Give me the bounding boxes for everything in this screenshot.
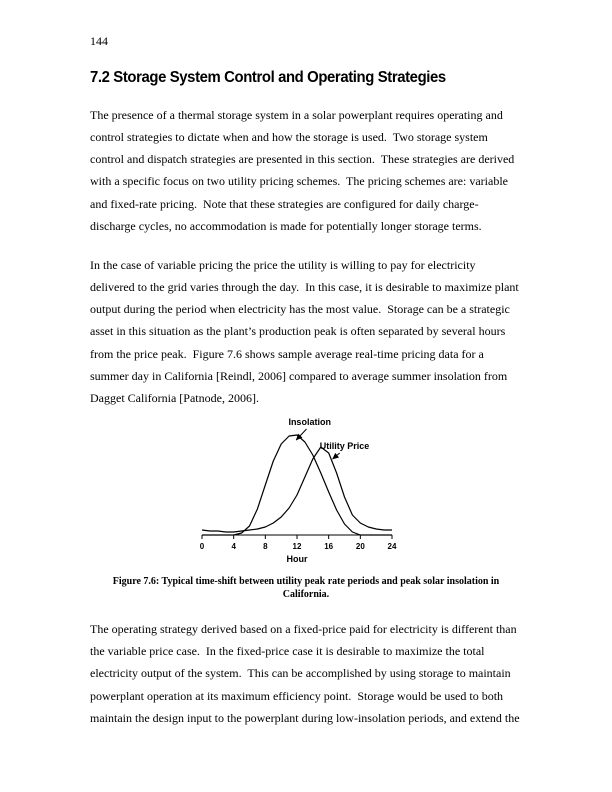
svg-text:24: 24 [387,542,397,552]
figure-chart [186,415,426,567]
text-line: The presence of a thermal storage system in a solar powerplant requires operating and [90,108,503,122]
text-line: discharge cycles, no accommodation is made for potentially longer storage terms. [90,218,482,233]
text-line: powerplant operation at its maximum efficiency point. Storage would be used to both [90,688,504,703]
svg-text:Utility Price: Utility Price [319,441,370,452]
text-line: from the price peak. Figure 7.6 shows sample average real-time pricing data for a [90,346,484,361]
text-line: control strategies to dictate when and how the storage is used. Two storage system [90,130,488,145]
text-line: In the case of variable pricing the price the utility is willing to pay for electricity [90,257,476,272]
text-line: delivered to the grid varies through the day. In this case, it is desirable to maximize plant [90,280,519,295]
paragraph-1 [90,104,522,237]
x-axis-label: Hour [286,554,308,565]
text-line: Figure 7.6: Typical time-shift between utility peak rate periods and peak solar insolation in [112,576,500,588]
text-line: Dagget California [Patnode, 2006]. [90,390,259,405]
svg-text:Insolation: Insolation [288,417,331,428]
text-line: and fixed-rate pricing. Note that these strategies are configured for daily charge- [90,196,479,211]
figure-7-6 [90,415,522,601]
text-line: The operating strategy derived based on a fixed-price paid for electricity is different than [90,622,517,637]
paragraph-3 [90,618,522,729]
svg-text:8: 8 [263,542,268,552]
series-utility-price [202,447,392,532]
svg-text:20: 20 [355,542,365,552]
text-line: with a specific focus on two utility pricing schemes. The pricing schemes are: variable [90,174,508,189]
text-line: output during the period when electricity has the most value. Storage can be a strategic [90,302,510,317]
text-line: the variable price case. In the fixed-price case it is desirable to maximize the total [90,644,485,659]
text-line: California. [282,589,330,601]
figure-caption [90,575,522,601]
text-line: summer day in California [Reindl, 2006] compared to average summer insolation from [90,368,508,383]
svg-text:12: 12 [292,542,302,552]
text-line: maintain the design input to the powerplant during low-insolation periods, and extend the [90,710,520,725]
page-number: 144 [90,34,108,48]
text-line: control and dispatch strategies are presented in this section. These strategies are derived [90,152,515,167]
svg-text:4: 4 [231,542,236,552]
text-line: electricity output of the system. This can be accomplished by using storage to maintain [90,666,511,681]
section-heading: 7.2 Storage System Control and Operating Strategies [90,69,446,86]
svg-text:0: 0 [199,542,205,552]
paragraph-2 [90,254,522,409]
text-line: asset in this situation as the plant’s production peak is often separated by several hours [90,324,506,339]
svg-text:16: 16 [324,542,334,552]
